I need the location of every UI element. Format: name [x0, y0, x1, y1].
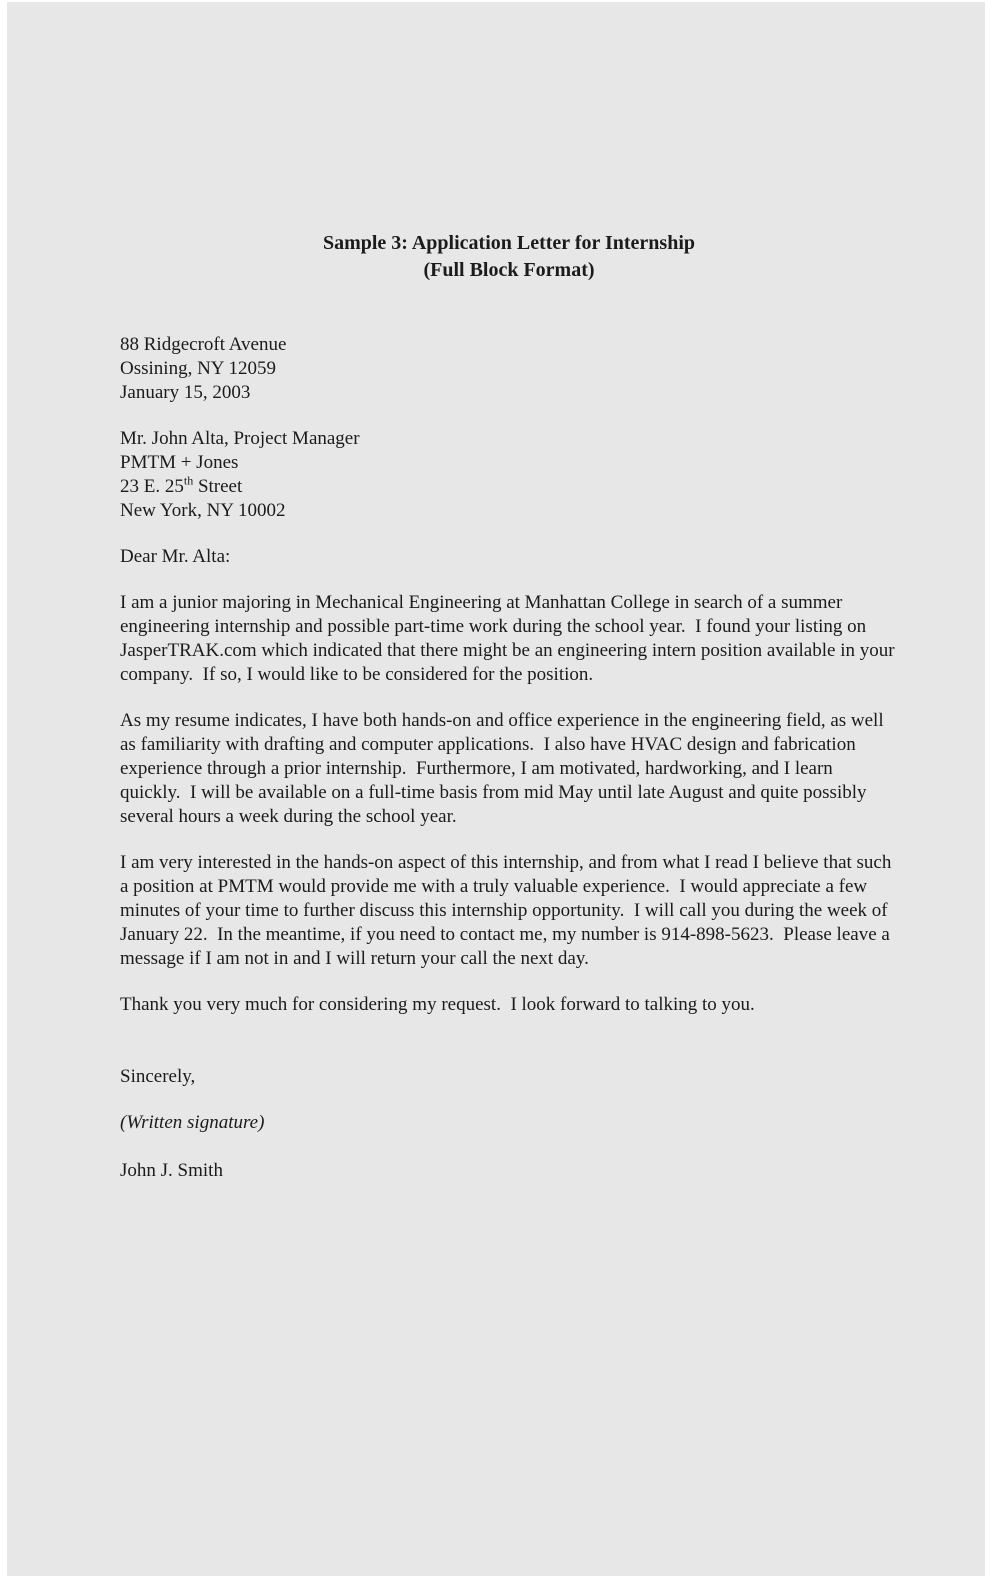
- recipient-name: Mr. John Alta, Project Manager: [120, 428, 360, 449]
- recipient-street-prefix: 23 E. 25: [120, 476, 184, 497]
- closing-paragraph: Thank you very much for considering my request. I look forward to talking to you.: [120, 994, 755, 1015]
- salutation-text: Dear Mr. Alta:: [120, 546, 231, 567]
- letter-content: [120, 230, 898, 1183]
- body-paragraph-1: I am a junior majoring in Mechanical Engineering at Manhattan College in search of a summer engineering internship and possible part-time work during the school year. I found your listing on JasperTRAK.com which indicated that there might be an engineering intern position available in your company. If so, I would like to be considered for the position.: [120, 592, 900, 685]
- title-line-1: Sample 3: Application Letter for Internship: [322, 232, 696, 254]
- recipient-street: [120, 475, 898, 499]
- scanned-letter-background: [7, 2, 985, 1576]
- sender-address-block: [120, 333, 898, 405]
- sender-address-line-2: Ossining, NY 12059: [120, 358, 277, 379]
- title-line-2: (Full Block Format): [423, 259, 595, 281]
- recipient-street-suffix: Street: [193, 476, 243, 497]
- recipient-street-ordinal: th: [183, 473, 194, 488]
- document-title: [120, 230, 898, 284]
- signature-note: (Written signature): [120, 1112, 265, 1133]
- letter-date: January 15, 2003: [120, 382, 251, 403]
- signoff: Sincerely,: [120, 1066, 196, 1087]
- salutation: [120, 545, 898, 569]
- recipient-city: New York, NY 10002: [120, 500, 286, 521]
- recipient-company: PMTM + Jones: [120, 452, 239, 473]
- recipient-address-block: [120, 427, 898, 523]
- body-paragraph-2: As my resume indicates, I have both hands-on and office experience in the engineering field, as well as familiarity with drafting and computer applications. I also have HVAC design and fabrication experience through a prior internship. Furthermore, I am motivated, hardworking, and I learn quickly. I will be available on a full-time basis from mid May until late August and quite possibly several hours a week during the school year.: [120, 710, 889, 827]
- sender-address-line-1: 88 Ridgecroft Avenue: [120, 334, 287, 355]
- signature-name: John J. Smith: [120, 1160, 223, 1181]
- body-paragraph-3: I am very interested in the hands-on aspect of this internship, and from what I read I believe that such a position at PMTM would provide me with a truly valuable experience. I would appreciate a few minutes of your time to further discuss this internship opportunity. I will call you during the week of January 22. In the meantime, if you need to contact me, my number is 914-898-5623. Please leave a message if I am not in and I will return your call the next day.: [120, 852, 897, 969]
